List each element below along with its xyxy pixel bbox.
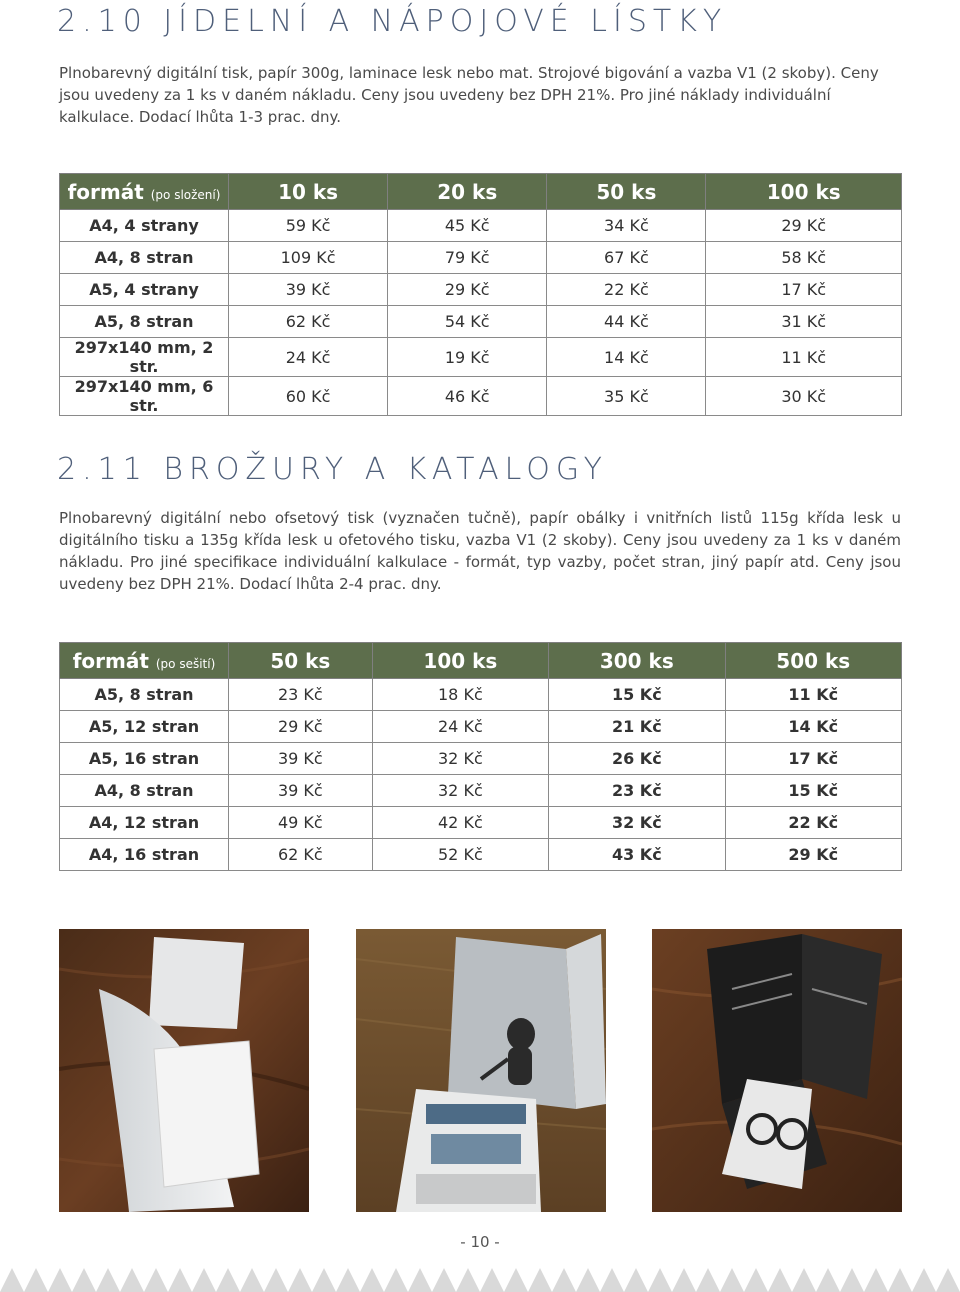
price-cell: 60 Kč: [229, 377, 388, 416]
photo-white-brochures: [59, 929, 309, 1212]
header-qty-cell: 100 ks: [706, 174, 902, 210]
price-cell-offset: 21 Kč: [549, 711, 725, 743]
price-cell: 29 Kč: [229, 711, 373, 743]
row-label: 297x140 mm, 2 str.: [60, 338, 229, 377]
price-cell-offset: 11 Kč: [725, 679, 901, 711]
price-cell-offset: 15 Kč: [725, 775, 901, 807]
price-cell: 24 Kč: [229, 338, 388, 377]
table-row: [60, 839, 902, 871]
price-cell: 54 Kč: [388, 306, 547, 338]
section-title-menus: 2.10 JÍDELNÍ A NÁPOJOVÉ LÍSTKY: [57, 4, 728, 39]
price-cell-offset: 17 Kč: [725, 743, 901, 775]
price-cell: 23 Kč: [229, 679, 373, 711]
price-cell: 45 Kč: [388, 210, 547, 242]
price-cell: 11 Kč: [706, 338, 902, 377]
price-cell: 14 Kč: [547, 338, 706, 377]
table-row: [60, 242, 902, 274]
row-label: A5, 12 stran: [60, 711, 229, 743]
table-row: [60, 274, 902, 306]
table-row: [60, 679, 902, 711]
table-header-row: [60, 174, 902, 210]
row-label: A5, 16 stran: [60, 743, 229, 775]
price-cell: 46 Kč: [388, 377, 547, 416]
price-cell: 34 Kč: [547, 210, 706, 242]
price-cell: 58 Kč: [706, 242, 902, 274]
row-label: 297x140 mm, 6 str.: [60, 377, 229, 416]
price-cell-offset: 22 Kč: [725, 807, 901, 839]
header-format-cell: [60, 643, 229, 679]
price-cell: 32 Kč: [372, 743, 548, 775]
price-cell: 67 Kč: [547, 242, 706, 274]
price-cell-offset: 26 Kč: [549, 743, 725, 775]
price-cell-offset: 43 Kč: [549, 839, 725, 871]
price-cell: 39 Kč: [229, 743, 373, 775]
price-table-menus: [59, 173, 902, 416]
price-cell: 52 Kč: [372, 839, 548, 871]
section-intro-brochures: Plnobarevný digitální nebo ofsetový tisk (vyznačen tučně), papír obálky i vnitřních listů 115g křída lesk u digitálního tisku a 135g křída lesk u ofetového tisku, vazba V1 (2 skoby). Ceny jsou uvedeny za 1 ks v daném nákladu. Pro jiné specifikace individuální kalkulace - formát, typ vazby, počet stran, jiný papír atd. Ceny jsou uvedeny bez DPH 21%. Dodací lhůta 2-4 prac. dny.: [59, 509, 901, 593]
price-cell: 35 Kč: [547, 377, 706, 416]
header-qty-cell: 50 ks: [547, 174, 706, 210]
table-row: [60, 807, 902, 839]
row-label: A4, 12 stran: [60, 807, 229, 839]
table-row: [60, 210, 902, 242]
price-cell-offset: 15 Kč: [549, 679, 725, 711]
price-cell: 19 Kč: [388, 338, 547, 377]
header-format-label: formát: [67, 179, 144, 204]
photo-grey-catalog: [356, 929, 606, 1212]
table-row: [60, 775, 902, 807]
row-label: A4, 4 strany: [60, 210, 229, 242]
price-cell: 31 Kč: [706, 306, 902, 338]
price-cell-offset: 29 Kč: [725, 839, 901, 871]
header-qty-cell: 20 ks: [388, 174, 547, 210]
price-cell-offset: 23 Kč: [549, 775, 725, 807]
leaflet-photo-illustration: [652, 929, 902, 1212]
price-cell: 29 Kč: [388, 274, 547, 306]
price-cell-offset: 14 Kč: [725, 711, 901, 743]
row-label: A4, 8 stran: [60, 242, 229, 274]
row-label: A5, 4 strany: [60, 274, 229, 306]
price-cell: 39 Kč: [229, 775, 373, 807]
brochure-photo-illustration: [59, 929, 309, 1212]
header-qty-cell: 500 ks: [725, 643, 901, 679]
header-format-sub: (po sešití): [155, 656, 216, 671]
header-qty-cell: 50 ks: [229, 643, 373, 679]
price-cell-offset: 32 Kč: [549, 807, 725, 839]
header-format-cell: [60, 174, 229, 210]
price-cell: 17 Kč: [706, 274, 902, 306]
price-cell: 79 Kč: [388, 242, 547, 274]
header-format-label: formát: [72, 648, 149, 673]
row-label: A4, 16 stran: [60, 839, 229, 871]
section-title-brochures: 2.11 BROŽURY A KATALOGY: [57, 452, 608, 487]
page-number: - 10 -: [460, 1233, 500, 1251]
row-label: A5, 8 stran: [60, 306, 229, 338]
photo-black-leaflet: [652, 929, 902, 1212]
price-cell: 49 Kč: [229, 807, 373, 839]
price-cell: 24 Kč: [372, 711, 548, 743]
table-row: [60, 338, 902, 377]
price-cell: 44 Kč: [547, 306, 706, 338]
price-cell: 42 Kč: [372, 807, 548, 839]
zigzag-border-decoration: [0, 1262, 960, 1292]
catalog-photo-illustration: [356, 929, 606, 1212]
price-cell: 29 Kč: [706, 210, 902, 242]
header-qty-cell: 100 ks: [372, 643, 548, 679]
section-intro-menus: Plnobarevný digitální tisk, papír 300g, laminace lesk nebo mat. Strojové bigování a vazba V1 (2 skoby). Ceny jsou uvedeny za 1 ks v daném nákladu. Ceny jsou uvedeny bez DPH 21%. Pro jiné náklady individuální kalkulace. Dodací lhůta 1-3 prac. dny.: [59, 64, 879, 126]
price-cell: 62 Kč: [229, 839, 373, 871]
price-cell: 39 Kč: [229, 274, 388, 306]
price-cell: 30 Kč: [706, 377, 902, 416]
table-row: [60, 306, 902, 338]
price-cell: 109 Kč: [229, 242, 388, 274]
row-label: A5, 8 stran: [60, 679, 229, 711]
table-row: [60, 743, 902, 775]
table-row: [60, 711, 902, 743]
price-cell: 18 Kč: [372, 679, 548, 711]
price-cell: 62 Kč: [229, 306, 388, 338]
header-qty-cell: 300 ks: [549, 643, 725, 679]
price-cell: 32 Kč: [372, 775, 548, 807]
table-header-row: [60, 643, 902, 679]
price-cell: 59 Kč: [229, 210, 388, 242]
header-format-sub: (po složení): [150, 187, 221, 202]
header-qty-cell: 10 ks: [229, 174, 388, 210]
price-table-brochures: [59, 642, 902, 871]
row-label: A4, 8 stran: [60, 775, 229, 807]
table-row: [60, 377, 902, 416]
price-cell: 22 Kč: [547, 274, 706, 306]
